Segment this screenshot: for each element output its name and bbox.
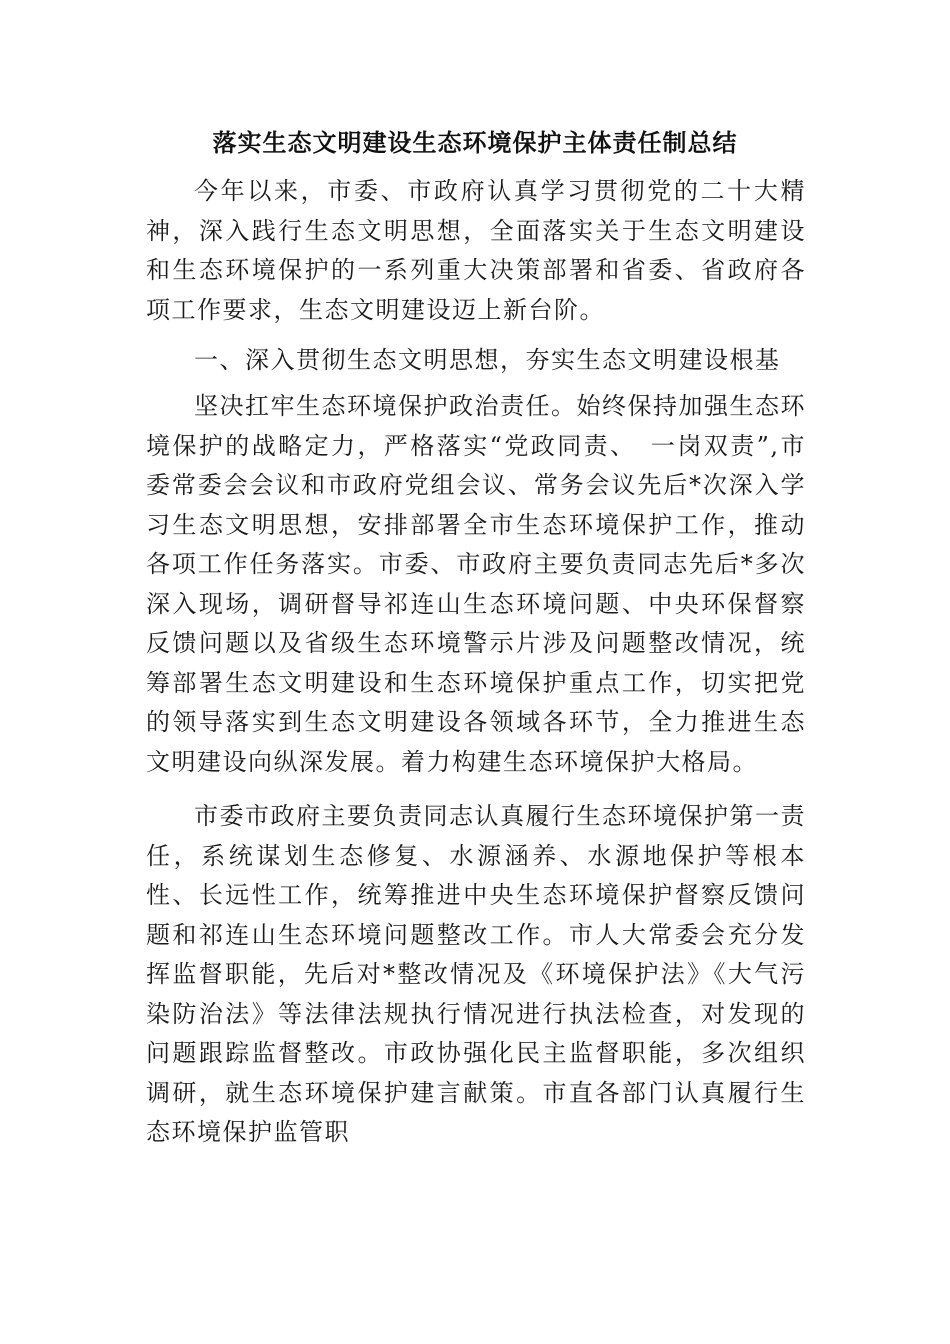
section-heading-1: 一、深入贯彻生态文明思想，夯实生态文明建设根基	[194, 346, 781, 374]
paragraph-leadership-duties: 市委市政府主要负责同志认真履行生态环境保护第一责任，系统谋划生态修复、水源涵养、水源地保护等根本性、长远性工作，统筹推进中央生态环境保护督察反馈问题和祁连山生态环境问题整改工作。市人大常委会充分发挥监督职能，先后对*整改情况及《环境保护法》《大气污染防治法》等法律法规执行情况进行执法检查，对发现的问题跟踪监督整改。市政协强化民主监督职能，多次组织调研，就生态环境保护建言献策。市直各部门认真履行生态环境保护监管职	[146, 802, 806, 1146]
document-title: 落实生态文明建设生态环境保护主体责任制总结	[212, 128, 738, 157]
paragraph-political-responsibility: 坚决扛牢生态环境保护政治责任。始终保持加强生态环境保护的战略定力，严格落实“党政同责、 一岗双责”,市委常委会会议和市政府党组会议、常务会议先后*次深入学习生态文明思想，安排部署全市生态环境保护工作，推动各项工作任务落实。市委、市政府主要负责同志先后*多次深入现场，调研督导祁连山生态环境问题、中央环保督察反馈问题以及省级生态环境警示片涉及问题整改情况，统筹部署生态文明建设和生态环境保护重点工作，切实把党的领导落实到生态文明建设各领域各环节，全力推进生态文明建设向纵深发展。着力构建生态环境保护大格局。	[146, 392, 806, 776]
paragraph-intro: 今年以来，市委、市政府认真学习贯彻党的二十大精神，深入践行生态文明思想，全面落实关于生态文明建设和生态环境保护的一系列重大决策部署和省委、省政府各项工作要求，生态文明建设迈上新台阶。	[146, 177, 806, 324]
